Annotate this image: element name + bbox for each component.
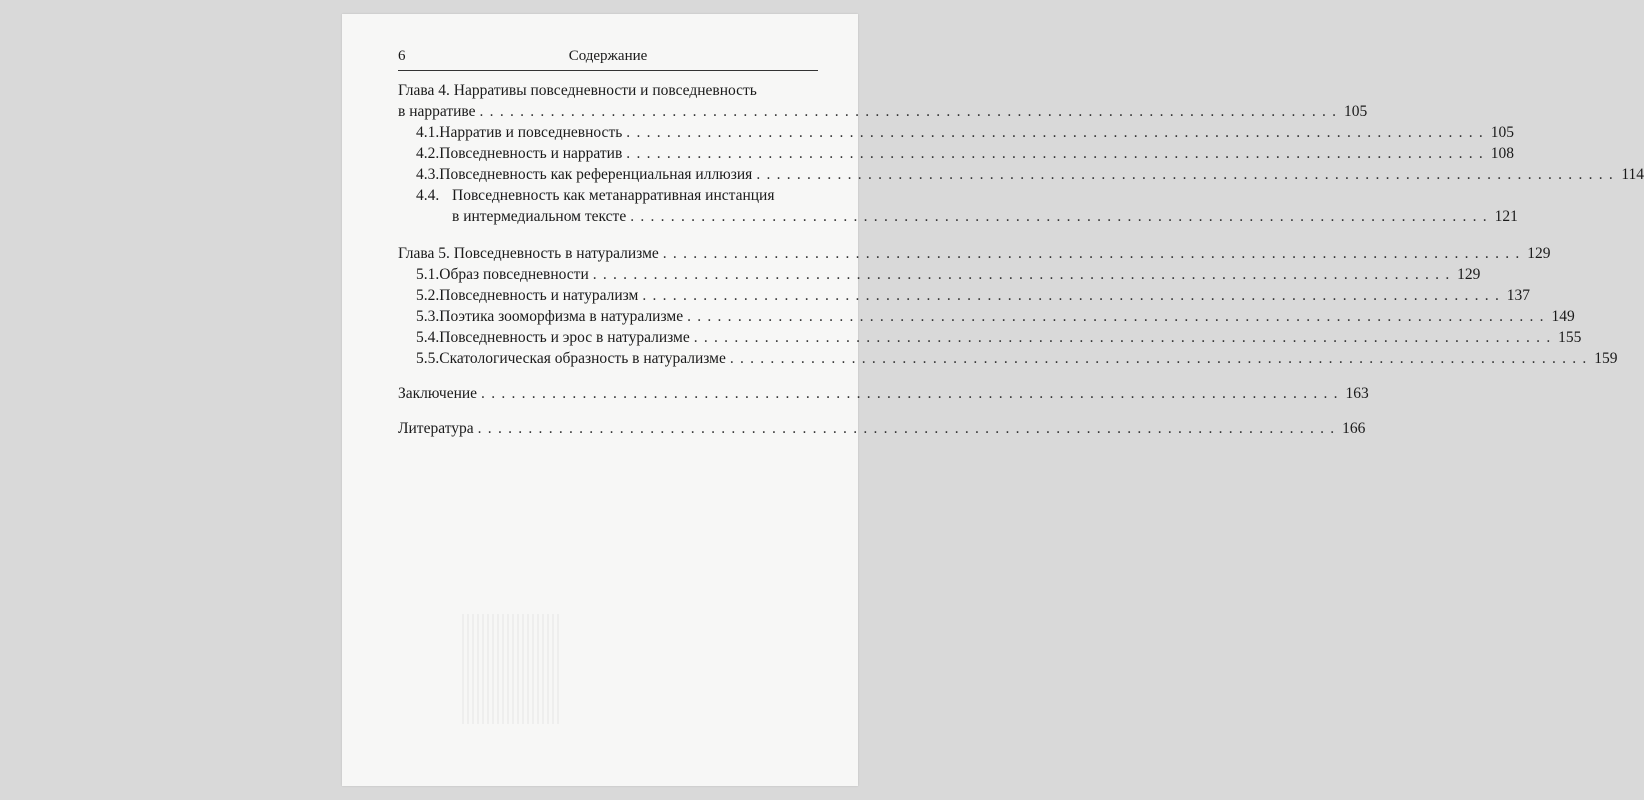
toc-item-4-4-line2 bbox=[398, 206, 1518, 227]
bleed-through-texture bbox=[462, 614, 562, 724]
table-of-contents bbox=[398, 80, 1644, 439]
toc-item-5-1 bbox=[398, 264, 1481, 285]
toc-chapter-4-line1: Глава 4. Нарративы повседневности и повседневность bbox=[398, 82, 757, 99]
toc-item-title: Нарратив и повседневность bbox=[439, 124, 623, 141]
toc-page-number: 149 bbox=[1551, 308, 1575, 325]
leader-dots bbox=[481, 383, 1339, 404]
leader-dots bbox=[730, 348, 1588, 369]
leader-dots bbox=[687, 306, 1545, 327]
toc-item-4-1 bbox=[398, 122, 1514, 143]
toc-page-number: 121 bbox=[1494, 208, 1518, 225]
toc-item-5-3 bbox=[398, 306, 1575, 327]
page-number: 6 bbox=[398, 48, 406, 64]
leader-dots bbox=[626, 143, 1484, 164]
toc-page-number: 105 bbox=[1343, 103, 1368, 120]
toc-page-number: 137 bbox=[1506, 287, 1531, 304]
toc-item-title: Повседневность и эрос в натурализме bbox=[439, 329, 690, 346]
toc-page-number: 163 bbox=[1345, 385, 1369, 402]
toc-page-number: 155 bbox=[1558, 329, 1582, 346]
leader-dots bbox=[480, 101, 1338, 122]
leader-dots bbox=[663, 243, 1521, 264]
toc-chapter-5 bbox=[398, 243, 1551, 264]
spacer bbox=[398, 404, 818, 418]
leader-dots bbox=[478, 418, 1336, 439]
page-header bbox=[398, 48, 818, 71]
toc-chapter-title: Заключение bbox=[398, 385, 478, 402]
toc-page-number: 105 bbox=[1490, 124, 1514, 141]
toc-page-number: 114 bbox=[1621, 166, 1644, 183]
toc-chapter-4 bbox=[398, 101, 1368, 122]
toc-page-number: 129 bbox=[1527, 245, 1551, 262]
toc-item-title: Скатологическая образность в натурализме bbox=[439, 350, 726, 367]
toc-item-5-2 bbox=[398, 285, 1531, 306]
toc-item-5-5 bbox=[398, 348, 1618, 369]
toc-item-title: Повседневность как метанарративная инстанция bbox=[452, 187, 775, 204]
toc-page-number: 159 bbox=[1594, 350, 1618, 367]
leader-dots bbox=[626, 122, 1484, 143]
toc-item-title: Повседневность и нарратив bbox=[439, 145, 623, 162]
toc-item-number: 5.2. bbox=[416, 287, 440, 304]
toc-item-number: 4.4. bbox=[416, 187, 440, 204]
toc-item-4-4-line1 bbox=[398, 185, 818, 206]
toc-item-number: 4.3. bbox=[416, 166, 440, 183]
toc-item-title: Повседневность и натурализм bbox=[439, 287, 639, 304]
running-title: Содержание bbox=[568, 48, 648, 64]
toc-chapter-title: Глава 5. Повседневность в натурализме bbox=[398, 245, 659, 262]
toc-page-number: 166 bbox=[1342, 420, 1366, 437]
leader-dots bbox=[756, 164, 1614, 185]
toc-item-4-3 bbox=[398, 164, 1644, 185]
toc-item-title: Образ повседневности bbox=[439, 266, 589, 283]
toc-item-number: 5.1. bbox=[416, 266, 440, 283]
toc-item-title-cont: в интермедиальном тексте bbox=[452, 208, 627, 225]
leader-dots bbox=[694, 327, 1552, 348]
spacer bbox=[398, 369, 818, 383]
toc-item-title: Повседневность как референциальная иллюзия bbox=[439, 166, 753, 183]
toc-chapter-title: в нарративе bbox=[398, 103, 476, 120]
toc-conclusion bbox=[398, 383, 1369, 404]
toc-item-title: Поэтика зооморфизма в натурализме bbox=[439, 308, 684, 325]
toc-item-5-4 bbox=[398, 327, 1582, 348]
leader-dots bbox=[593, 264, 1451, 285]
spacer bbox=[398, 227, 818, 243]
toc-item-4-2 bbox=[398, 143, 1514, 164]
toc-page-number: 108 bbox=[1490, 145, 1514, 162]
toc-item-number: 5.4. bbox=[416, 329, 440, 346]
toc-item-number: 4.1. bbox=[416, 124, 440, 141]
toc-item-number: 5.3. bbox=[416, 308, 440, 325]
toc-chapter-title: Литература bbox=[398, 420, 474, 437]
toc-literature bbox=[398, 418, 1366, 439]
toc-item-number: 5.5. bbox=[416, 350, 440, 367]
book-page bbox=[342, 14, 1644, 786]
toc-page-number: 129 bbox=[1457, 266, 1481, 283]
toc-item-number: 4.2. bbox=[416, 145, 440, 162]
leader-dots bbox=[630, 206, 1488, 227]
leader-dots bbox=[642, 285, 1500, 306]
